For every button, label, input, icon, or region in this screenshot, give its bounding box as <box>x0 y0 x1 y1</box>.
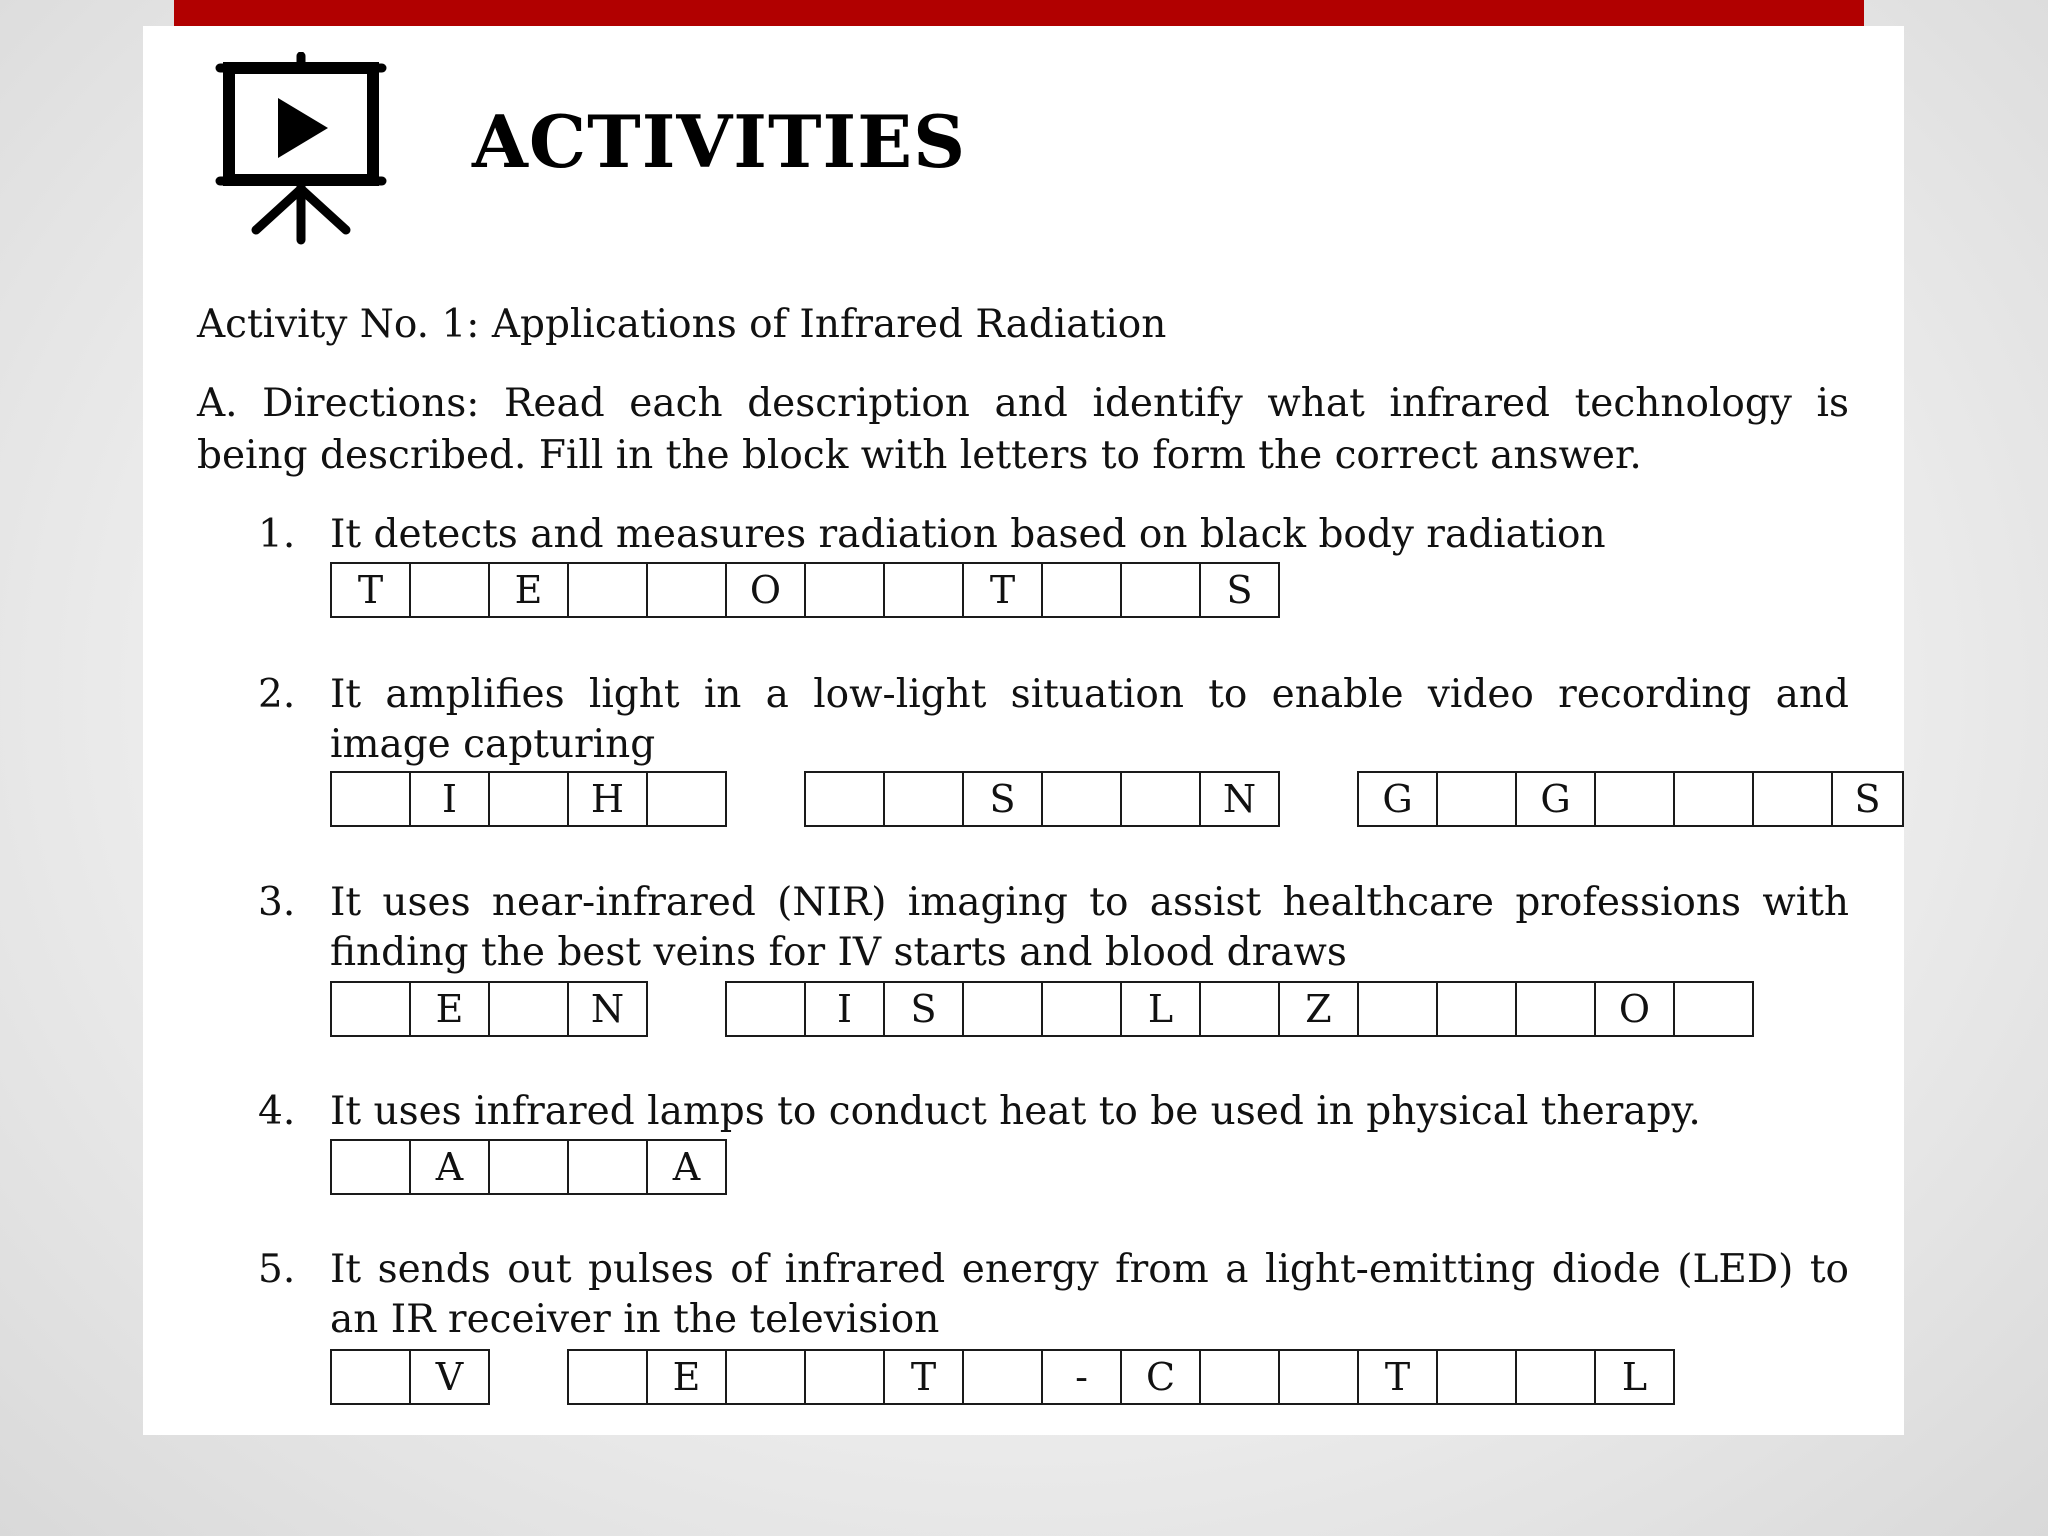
presentation-board-icon <box>214 52 389 247</box>
answer-letter-box[interactable] <box>409 562 490 618</box>
answer-letter-box[interactable] <box>567 562 648 618</box>
answer-letter-box[interactable] <box>488 771 569 827</box>
answer-letter-box[interactable]: E <box>409 981 490 1037</box>
answer-letter-box[interactable] <box>646 771 727 827</box>
answer-letter-box[interactable]: E <box>488 562 569 618</box>
answer-letter-box[interactable] <box>1041 562 1122 618</box>
question-text: It sends out pulses of infrared energy from a light-emitting diode (LED) to an IR receiver in the television <box>330 1247 1849 1342</box>
question-text: It detects and measures radiation based on black body radiation <box>330 512 1606 557</box>
answer-letter-box[interactable] <box>1041 771 1122 827</box>
answer-letter-box[interactable] <box>883 771 964 827</box>
answer-letter-box[interactable]: O <box>725 562 806 618</box>
answer-letter-box[interactable] <box>1673 771 1754 827</box>
answer-letter-box[interactable] <box>330 1139 411 1195</box>
page-title: ACTIVITIES <box>472 99 967 184</box>
question-text: It uses near-infrared (NIR) imaging to assist healthcare professions with finding the best veins for IV starts and blood draws <box>330 880 1849 975</box>
question-number: 5. <box>258 1247 296 1292</box>
answer-letter-box[interactable] <box>330 981 411 1037</box>
answer-letter-box[interactable] <box>1752 771 1833 827</box>
answer-letter-box[interactable] <box>488 981 569 1037</box>
answer-letter-box[interactable] <box>646 562 727 618</box>
answer-letter-box[interactable]: G <box>1357 771 1438 827</box>
answer-letter-box[interactable]: I <box>804 981 885 1037</box>
answer-letter-box[interactable] <box>1515 1349 1596 1405</box>
answer-letter-box[interactable]: S <box>1199 562 1280 618</box>
answer-letter-box[interactable]: T <box>330 562 411 618</box>
answer-letter-box[interactable]: L <box>1120 981 1201 1037</box>
answer-letter-box[interactable]: T <box>962 562 1043 618</box>
answer-letter-box[interactable]: S <box>1831 771 1904 827</box>
answer-letter-box[interactable]: V <box>409 1349 490 1405</box>
answer-letter-box[interactable]: C <box>1120 1349 1201 1405</box>
answer-letter-box[interactable] <box>1199 1349 1280 1405</box>
answer-letter-box[interactable]: I <box>409 771 490 827</box>
answer-letter-box[interactable]: N <box>567 981 648 1037</box>
answer-letter-box[interactable] <box>1041 981 1122 1037</box>
answer-letter-box[interactable] <box>1436 1349 1517 1405</box>
answer-letter-box[interactable]: T <box>1357 1349 1438 1405</box>
question-number: 3. <box>258 880 296 925</box>
answer-letter-box[interactable] <box>1436 981 1517 1037</box>
question-text: It amplifies light in a low-light situation to enable video recording and image capturing <box>330 672 1849 767</box>
answer-letter-box[interactable] <box>1673 981 1754 1037</box>
answer-letter-box[interactable]: H <box>567 771 648 827</box>
answer-letter-box[interactable] <box>804 562 885 618</box>
answer-letter-box[interactable] <box>1436 771 1517 827</box>
answer-letter-box[interactable] <box>1515 981 1596 1037</box>
answer-letter-box[interactable] <box>883 562 964 618</box>
answer-letter-box[interactable] <box>962 981 1043 1037</box>
answer-letter-box[interactable] <box>330 1349 411 1405</box>
answer-letter-box[interactable] <box>567 1139 648 1195</box>
answer-letter-box[interactable] <box>1120 771 1201 827</box>
answer-letter-box[interactable]: N <box>1199 771 1280 827</box>
answer-letter-box[interactable]: G <box>1515 771 1596 827</box>
answer-letter-box[interactable] <box>1594 771 1675 827</box>
answer-letter-box[interactable] <box>804 771 885 827</box>
directions-text: A. Directions: Read each description and identify what infrared technology is being described. Fill in the block with letters to form the correct answer. <box>197 381 1849 478</box>
answer-letter-box[interactable] <box>725 981 806 1037</box>
answer-letter-box[interactable]: L <box>1594 1349 1675 1405</box>
answer-letter-box[interactable] <box>1278 1349 1359 1405</box>
answer-letter-box[interactable]: S <box>883 981 964 1037</box>
answer-letter-box[interactable]: A <box>409 1139 490 1195</box>
question-number: 4. <box>258 1089 296 1134</box>
answer-letter-box[interactable] <box>488 1139 569 1195</box>
answer-letter-box[interactable] <box>1357 981 1438 1037</box>
answer-letter-box[interactable] <box>1120 562 1201 618</box>
header-accent-bar <box>174 0 1864 26</box>
answer-letter-box[interactable]: T <box>883 1349 964 1405</box>
answer-letter-box[interactable]: O <box>1594 981 1675 1037</box>
question-number: 1. <box>258 512 296 557</box>
answer-letter-box[interactable] <box>962 1349 1043 1405</box>
answer-letter-box[interactable]: Z <box>1278 981 1359 1037</box>
answer-letter-box[interactable] <box>1199 981 1280 1037</box>
answer-letter-box[interactable] <box>330 771 411 827</box>
answer-letter-box[interactable]: E <box>646 1349 727 1405</box>
question-text: It uses infrared lamps to conduct heat to be used in physical therapy. <box>330 1089 1701 1134</box>
answer-letter-box[interactable] <box>804 1349 885 1405</box>
activity-title: Activity No. 1: Applications of Infrared Radiation <box>197 302 1167 347</box>
answer-letter-box[interactable] <box>725 1349 806 1405</box>
answer-letter-box[interactable]: S <box>962 771 1043 827</box>
question-number: 2. <box>258 672 296 717</box>
answer-letter-box[interactable]: - <box>1041 1349 1122 1405</box>
answer-letter-box[interactable]: A <box>646 1139 727 1195</box>
answer-letter-box[interactable] <box>567 1349 648 1405</box>
